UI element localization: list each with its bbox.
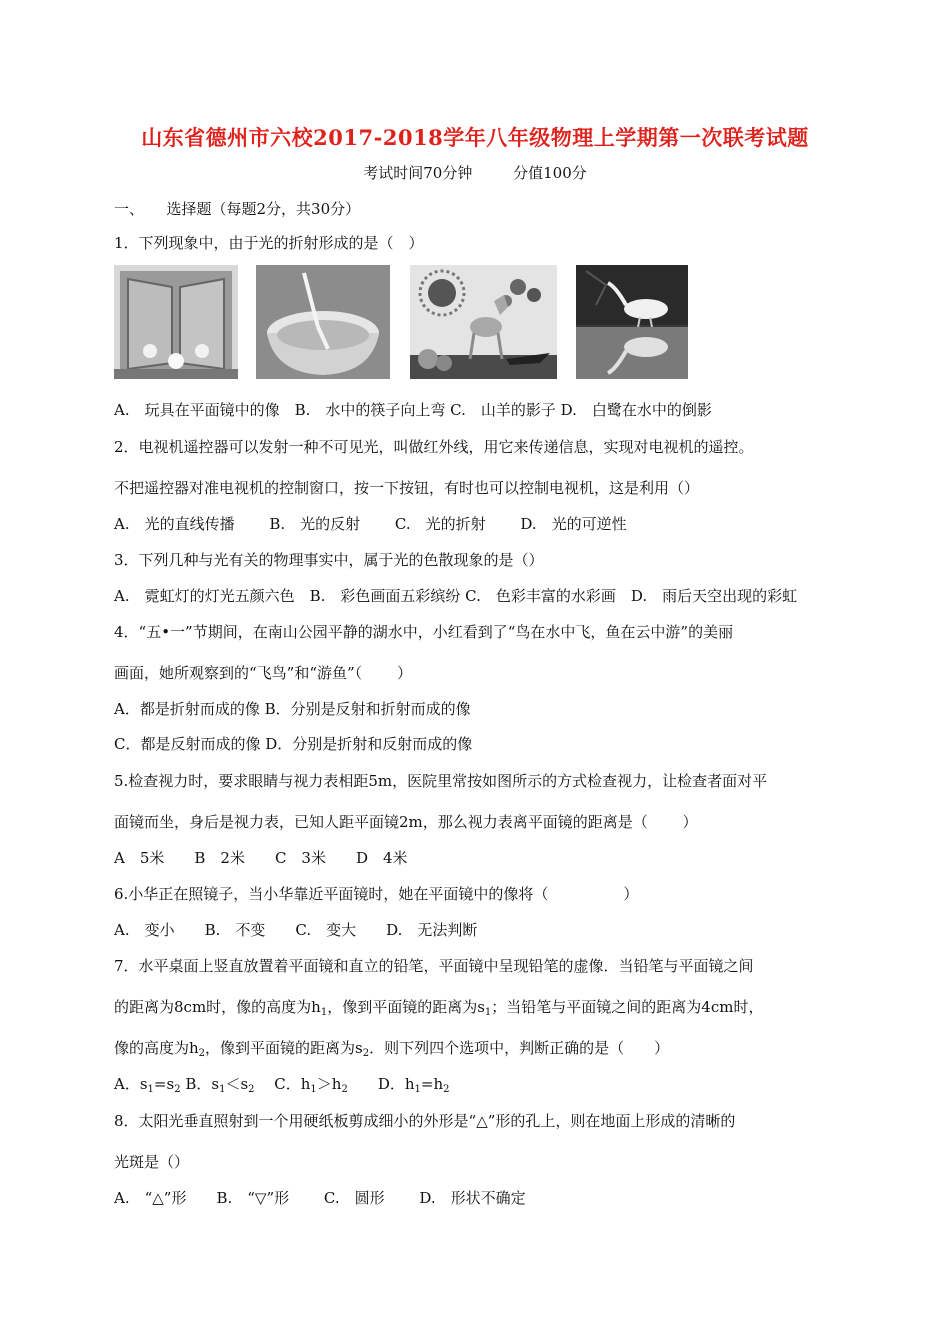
- q1-image-goat-shadow: [410, 265, 557, 379]
- q4-options-ab: A．都是折射而成的像 B．分别是反射和折射而成的像: [114, 700, 471, 718]
- exam-time: 考试时间70分钟: [363, 164, 473, 182]
- q5-line2: 面镜而坐，身后是视力表，已知人距平面镜2m，那么视力表离平面镜的距离是（ ）: [114, 813, 698, 831]
- section-heading: 一、 选择题（每题2分，共30分）: [114, 200, 361, 218]
- exam-title: 山东省德州市六校2017-2018学年八年级物理上学期第一次联考试题: [141, 125, 809, 150]
- q8-line1: 8．太阳光垂直照射到一个用硬纸板剪成细小的外形是“△”形的孔上，则在地面上形成的清晰的: [114, 1112, 736, 1130]
- q7-line1: 7．水平桌面上竖直放置着平面镜和直立的铅笔，平面镜中呈现铅笔的虚像．当铅笔与平面镜之间: [114, 957, 754, 975]
- q4-options-cd: C．都是反射而成的像 D．分别是折射和反射而成的像: [114, 735, 473, 753]
- q7-options: A．$s_1=s_2$ B．$s_1<s_2$ C．$h_1>h_2$ D．$h_1=h_2$: [114, 1075, 450, 1095]
- q2-line1: 2．电视机遥控器可以发射一种不可见光，叫做红外线，用它来传递信息，实现对电视机的遥控。: [114, 438, 754, 456]
- exam-score: 分值100分: [513, 164, 587, 182]
- q4-line2: 画面，她所观察到的“飞鸟”和“游鱼”（ ）: [114, 664, 412, 682]
- q8-line2: 光斑是（）: [114, 1153, 190, 1171]
- q6-stem: 6.小华正在照镜子，当小华靠近平面镜时，她在平面镜中的像将（ ）: [114, 885, 639, 903]
- q5-line1: 5.检查视力时，要求眼睛与视力表相距5m，医院里常按如图所示的方式检查视力，让检查者面对平: [114, 772, 768, 790]
- q5-options: A 5米 B 2米 C 3米 D 4米: [114, 849, 408, 867]
- q3-stem: 3．下列几种与光有关的物理事实中，属于光的色散现象的是（）: [114, 551, 544, 569]
- q1-image-chopstick-bowl: [256, 265, 390, 379]
- q8-options: A. “△”形 B. “▽”形 C. 圆形 D. 形状不确定: [114, 1189, 526, 1207]
- q1-image-mirror-toy: [114, 265, 238, 379]
- q6-options: A. 变小 B. 不变 C. 变大 D. 无法判断: [114, 921, 478, 939]
- q2-line2: 不把遥控器对准电视机的控制窗口，按一下按钮，有时也可以控制电视机，这是利用（）: [114, 479, 700, 497]
- q7-line2: 的距离为8cm时，像的高度为$h_1$，像到平面镜的距离为$s_1$；当铅笔与平面镜之间的距离为4cm时，: [114, 998, 764, 1018]
- q7-line3: 像的高度为$h_2$，像到平面镜的距离为$s_2$．则下列四个选项中，判断正确的是（ ）: [114, 1039, 670, 1059]
- q2-options: A. 光的直线传播 B. 光的反射 C. 光的折射 D. 光的可逆性: [114, 515, 627, 533]
- q1-stem: 1．下列现象中，由于光的折射形成的是（ ）: [114, 234, 424, 252]
- q1-image-egret-reflection: [576, 265, 688, 379]
- q3-options: A. 霓虹灯的灯光五颜六色 B. 彩色画面五彩缤纷 C. 色彩丰富的水彩画 D. 雨后天空出现的彩虹: [114, 587, 798, 605]
- exam-subtitle: [0, 162, 950, 183]
- q4-line1: 4．“五•一”节期间，在南山公园平静的湖水中，小红看到了“鸟在水中飞，鱼在云中游”的美丽: [114, 623, 734, 641]
- q1-options: A. 玩具在平面镜中的像 B. 水中的筷子向上弯 C. 山羊的影子 D. 白鹭在水中的倒影: [114, 401, 712, 419]
